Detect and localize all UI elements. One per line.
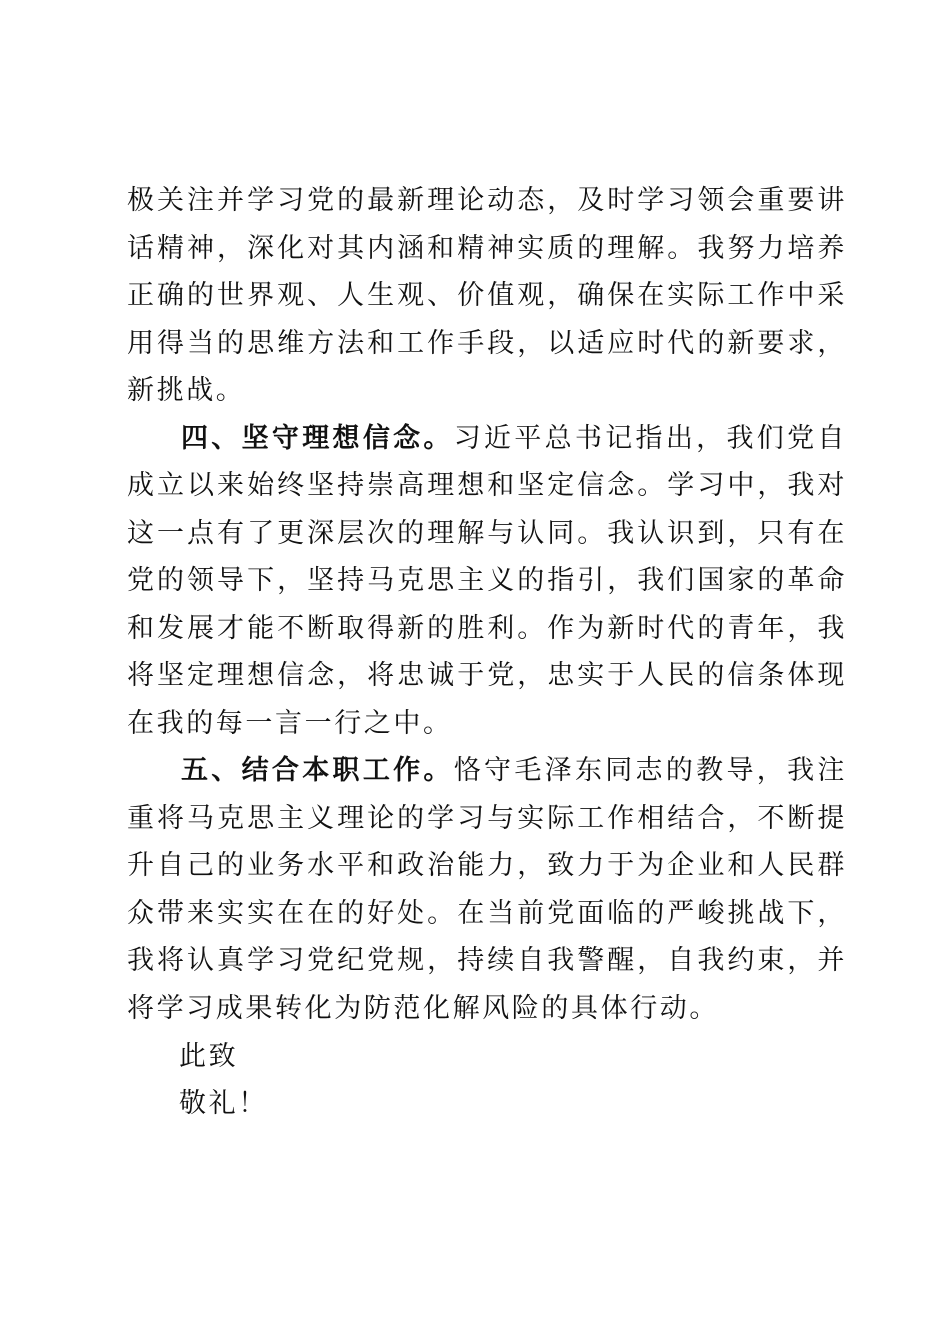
document-body — [127, 177, 847, 1127]
section-four-body: 习近平总书记指出，我们党自成立以来始终坚持崇高理想和坚定信念。学习中，我对这一点有了更深层次的理解与认同。我认识到，只有在党的领导下，坚持马克思主义的指引，我们国家的革命和发展才能不断取得新的胜利。作为新时代的青年，我将坚定理想信念，将忠诚于党，忠实于人民的信条体现在我的每一言一行之中。 — [127, 422, 847, 739]
section-four-heading: 四、坚守理想信念。 — [181, 422, 454, 454]
paragraph-continued: 极关注并学习党的最新理论动态，及时学习领会重要讲话精神，深化对其内涵和精神实质的理解。我努力培养正确的世界观、人生观、价值观，确保在实际工作中采用得当的思维方法和工作手段，以适应时代的新要求，新挑战。 — [127, 185, 847, 406]
section-five-body: 恪守毛泽东同志的教导，我注重将马克思主义理论的学习与实际工作相结合，不断提升自己的业务水平和政治能力，致力于为企业和人民群众带来实实在在的好处。在当前党面临的严峻挑战下，我将认真学习党纪党规，持续自我警醒，自我约束，并将学习成果转化为防范化解风险的具体行动。 — [127, 755, 847, 1024]
section-five-heading: 五、结合本职工作。 — [181, 755, 454, 786]
section-four-paragraph — [127, 415, 847, 748]
section-five-paragraph — [127, 747, 847, 1032]
closing-regards: 敬礼！ — [179, 1088, 268, 1119]
closing-salutation: 此致 — [179, 1041, 239, 1072]
